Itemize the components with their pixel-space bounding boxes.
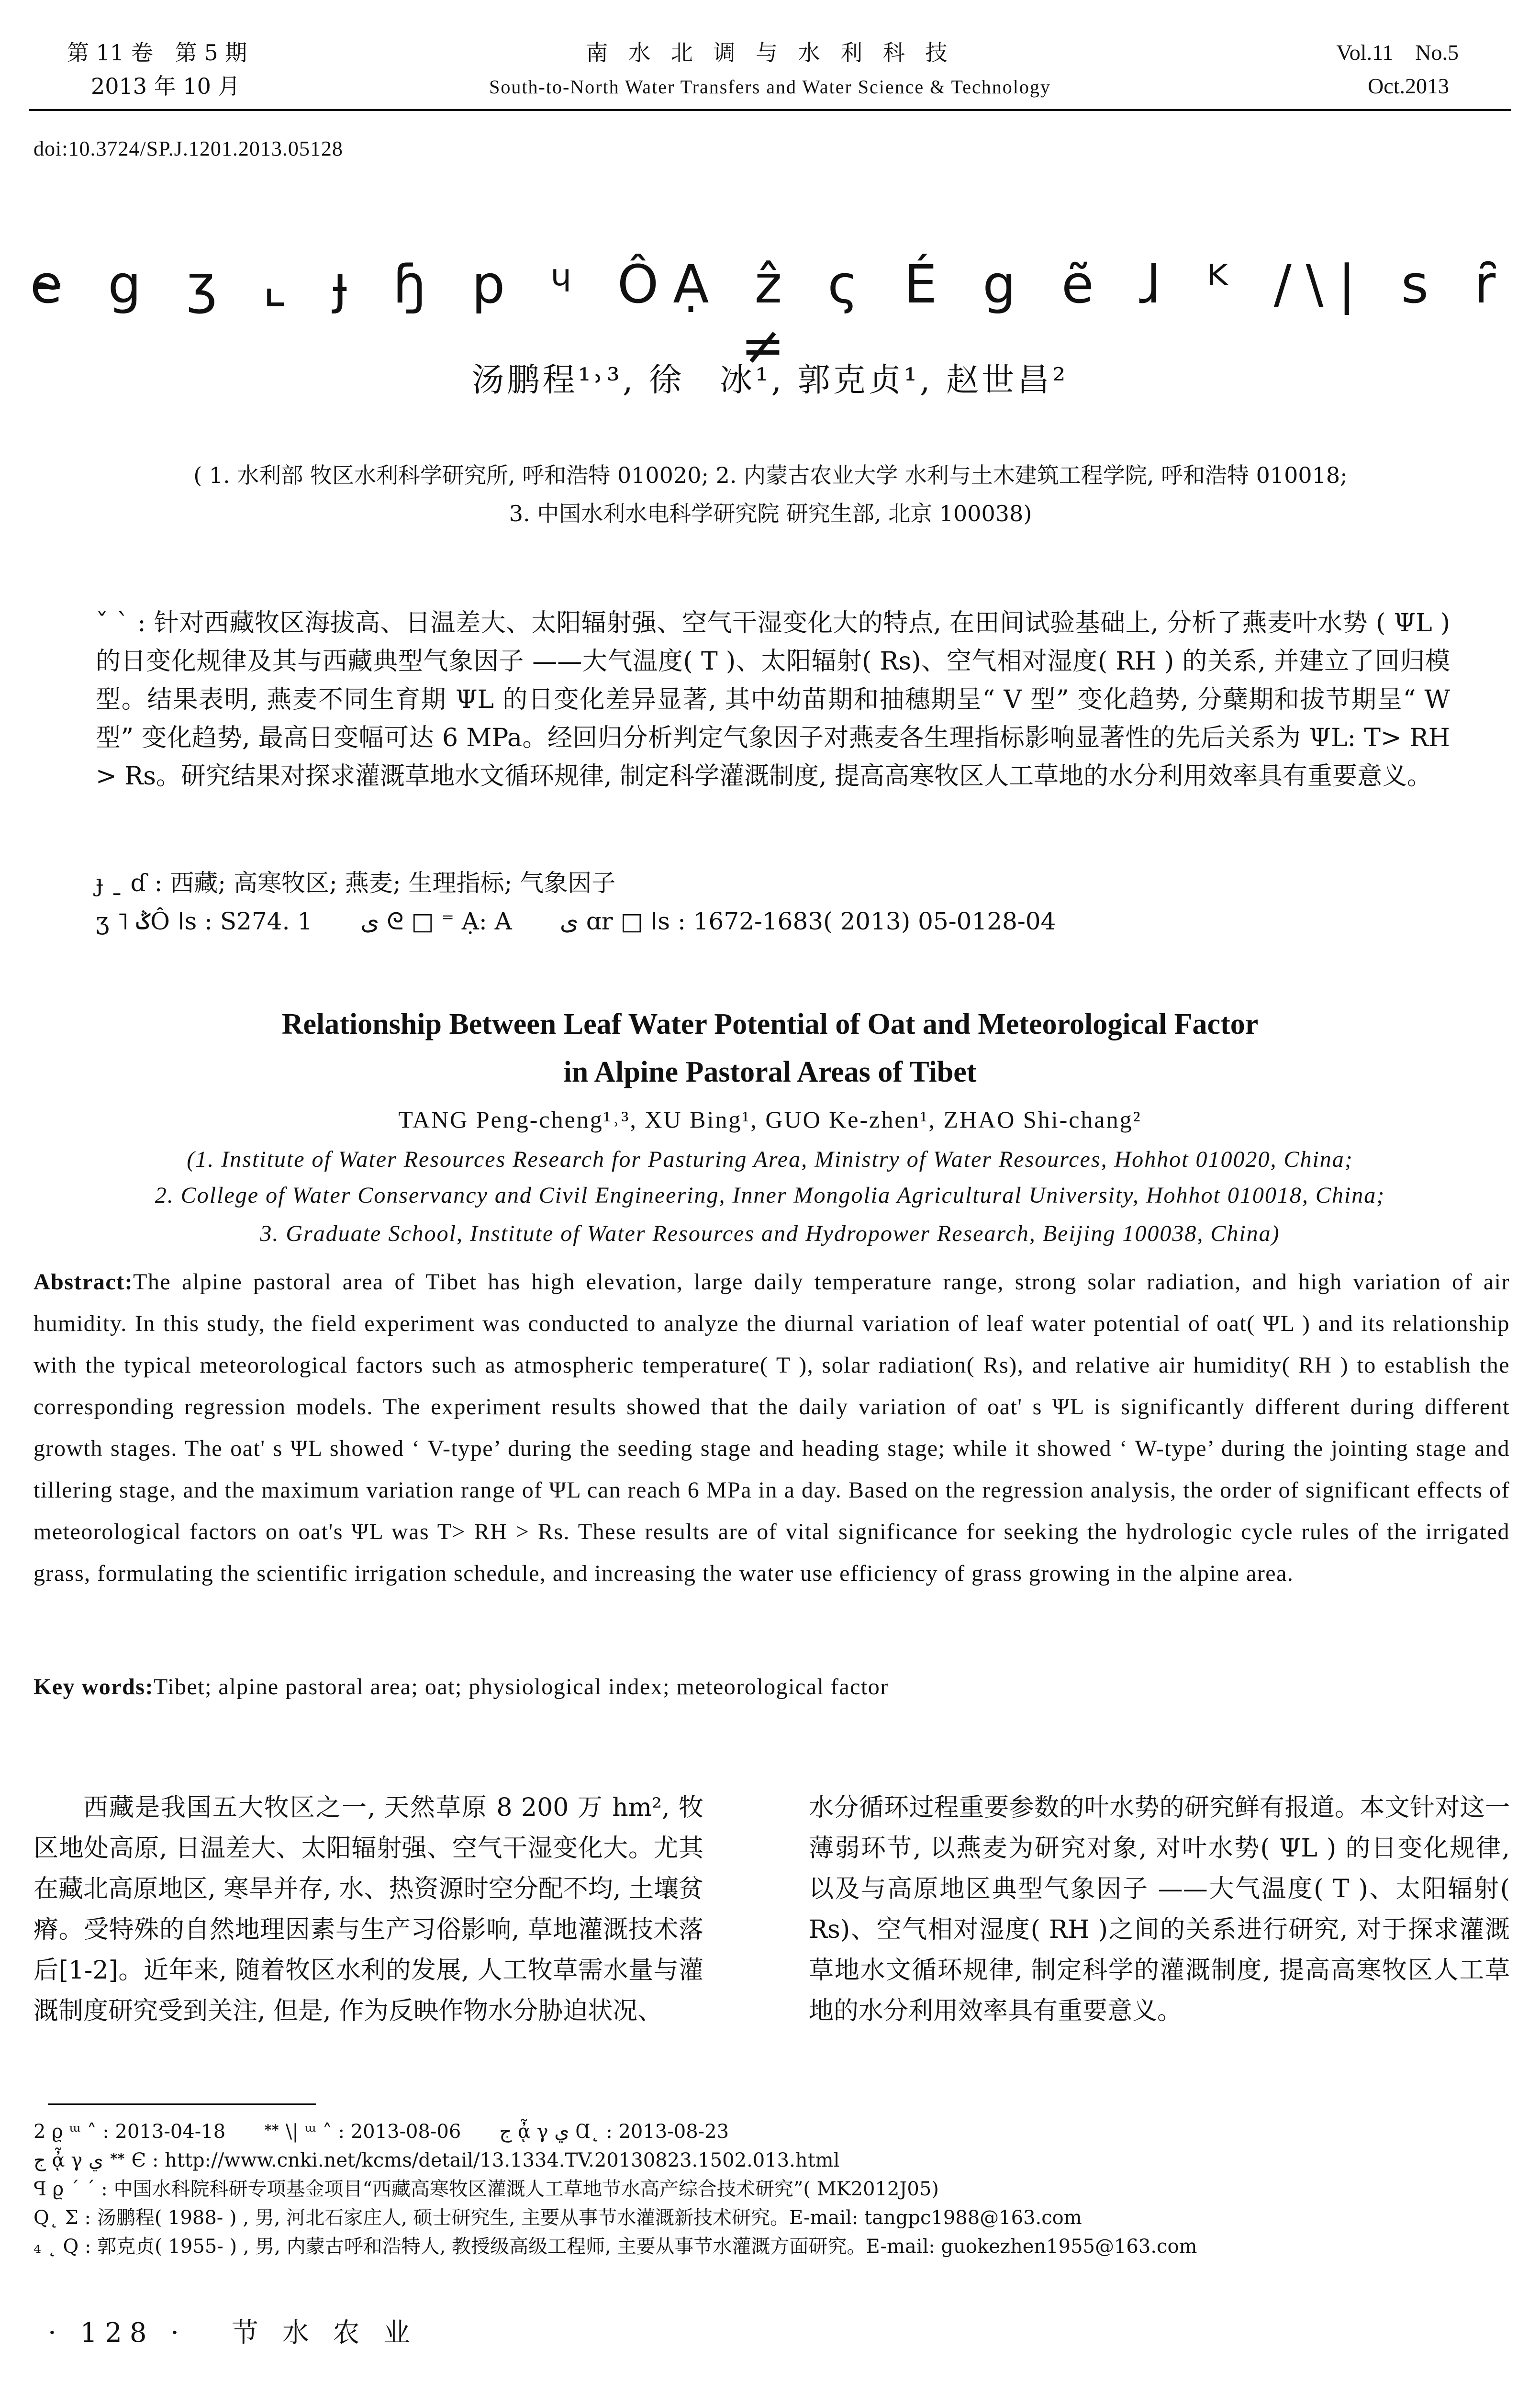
keywords-cn-text: 西藏; 高寒牧区; 燕麦; 生理指标; 气象因子	[170, 869, 616, 897]
header-journal-en: South-to-North Water Transfers and Water Science & Technology	[489, 76, 1051, 98]
page-footer	[48, 2312, 418, 2350]
affiliation-en-line-2: 2. College of Water Conservancy and Civil Engineering, Inner Mongolia Agricultural University, Hohhot 010018, China;	[155, 1183, 1385, 1208]
footer-section: 节 水 农 业	[231, 2317, 418, 2348]
footnote-url: ج ᾆ γ ي ᕯ Є : http://www.cnki.net/kcms/detail/13.1334.TV.20130823.1502.013.html	[33, 2149, 840, 2171]
affiliation-en-line-3: 3. Graduate School, Institute of Water Resources and Hydropower Research, Beijing 100038, China)	[260, 1221, 1280, 1246]
page-title-cn: e̴ g ʒ ⌞ ɟ ɧ p ᶣ ÔẠ ẑ ς É g ẽ ɺ ᴷ /\| s ȓ ≠	[30, 254, 1510, 376]
authors-cn: 汤鹏程¹˒³, 徐 冰¹, 郭克贞¹, 赵世昌²	[471, 361, 1069, 399]
header-date-en: Oct.2013	[1368, 74, 1449, 98]
body-left-column	[33, 1788, 703, 2032]
affiliation-cn-line-2: 3. 中国水利水电科学研究院 研究生部, 北京 100038)	[509, 501, 1032, 526]
title-en-line-1: Relationship Between Leaf Water Potential of Oat and Meteorological Factor	[281, 1008, 1259, 1040]
title-en-line-2: in Alpine Pastoral Areas of Tibet	[563, 1056, 977, 1088]
footnote-dates: 2 ϱ ᵚ ˄ : 2013-04-18 ᕯ \| ᵚ ˄ : 2013-08-06 ج ᾆ γ ي Ɑ˛ : 2013-08-23	[33, 2121, 729, 2143]
keywords-en-label: Key words:	[33, 1674, 154, 1700]
keywords-cn-label: ɟ ˍ ɗ :	[96, 869, 163, 897]
body-right-paragraph: 水分循环过程重要参数的叶水势的研究鲜有报道。本文针对这一薄弱环节, 以燕麦为研究对象, 对叶水势( ΨL ) 的日变化规律, 以及与高原地区典型气象因子 ——大气温度( T )、太阳辐射( Rs)、空气相对湿度( RH )之间的关系进行研究, 对于探求灌溉草地水文循环规律, 制定科学的灌溉制度, 提高高寒牧区人工草地的水分利用效率具有重要意义。	[809, 1793, 1510, 2025]
keywords-cn	[96, 866, 1450, 900]
header-vol-issue-cn: 第 11 卷 第 5 期	[67, 40, 247, 66]
body-left-paragraph: 西藏是我国五大牧区之一, 天然草原 8 200 万 hm², 牧区地处高原, 日温差大、太阳辐射强、空气干湿变化大。尤其在藏北高原地区, 寒旱并存, 水、热资源时空分配不均, 土壤贫瘠。受特殊的自然地理因素与生产习俗影响, 草地灌溉技术落后[1-2]。近年来, 随着牧区水利的发展, 人工牧草需水量与灌溉制度研究受到关注, 但是, 作为反映作物水分胁迫状况、	[33, 1793, 703, 2025]
abstract-en	[33, 1261, 1510, 1594]
header-vol-issue-en: Vol.11 No.5	[1336, 40, 1459, 65]
affiliation-en-line-1: (1. Institute of Water Resources Research for Pasturing Area, Ministry of Water Resources, Hohhot 010020, China;	[187, 1147, 1353, 1172]
footnote-rule	[48, 2103, 316, 2105]
keywords-en	[33, 1670, 1510, 1704]
abstract-cn	[96, 604, 1450, 795]
classification-line: ʒ ˥ ݣÔ ǀs : S274. 1 ی ᘓ □ ⁼ Ạ: A ی ɑr □ ǀs : 1672-1683( 2013) 05-0128-04	[96, 907, 1056, 935]
body-right-column	[809, 1788, 1510, 2032]
authors-en: TANG Peng-cheng¹˒³, XU Bing¹, GUO Ke-zhen¹, ZHAO Shi-chang²	[398, 1106, 1142, 1133]
footnote-funding: ꟼ ϱ ˊ ˊ : 中国水科院科研专项基金项目“西藏高寒牧区灌溉人工草地节水高产综合技术研究”( MK2012J05)	[33, 2178, 939, 2200]
affiliation-cn-line-1: ( 1. 水利部 牧区水利科学研究所, 呼和浩特 010020; 2. 内蒙古农业大学 水利与土木建筑工程学院, 呼和浩特 010018;	[193, 462, 1348, 488]
header-date-cn: 2013 年 10 月	[91, 73, 240, 99]
doi: doi:10.3724/SP.J.1201.2013.05128	[33, 137, 343, 160]
page-number: · 128 ·	[48, 2317, 187, 2348]
header-journal-cn: 南 水 北 调 与 水 利 科 技	[586, 40, 954, 66]
abstract-cn-text: 针对西藏牧区海拔高、日温差大、太阳辐射强、空气干湿变化大的特点, 在田间试验基础上, 分析了燕麦叶水势 ( ΨL ) 的日变化规律及其与西藏典型气象因子 ——大气温度( T )、太阳辐射( Rs)、空气相对湿度( RH ) 的关系, 并建立了回归模型。结果表明, 燕麦不同生育期 ΨL 的日变化差异显著, 其中幼苗期和抽穗期呈“ V 型” 变化趋势, 分蘖期和拔节期呈“ W 型” 变化趋势, 最高日变幅可达 6 MPa。经回归分析判定气象因子对燕麦各生理指标影响显著性的先后关系为 ΨL: T> RH > Rs。研究结果对探求灌溉草地水文循环规律, 制定科学灌溉制度, 提高高寒牧区人工草地的水分利用效率具有重要意义。	[96, 609, 1451, 791]
abstract-en-text: The alpine pastoral area of Tibet has high elevation, large daily temperature range, strong solar radiation, and high variation of air humidity. In this study, the field experiment was conducted to analyze the diurnal variation of leaf water potential of oat( ΨL ) and its relationship with the typical meteorological factors such as atmospheric temperature( T ), solar radiation( Rs), and relative air humidity( RH ) to establish the corresponding regression models. The experiment results showed that the daily variation of oat' s ΨL is significantly different during different growth stages. The oat' s ΨL showed ‘ V-type’ during the seeding stage and heading stage; while it showed ‘ W-type’ during the jointing stage and tillering stage, and the maximum variation range of ΨL can reach 6 MPa in a day. Based on the regression analysis, the order of significant effects of meteorological factors on oat's ΨL was T> RH > Rs. These results are of vital significance for seeking the hydrologic cycle rules of the irrigated grass, formulating the scientific irrigation schedule, and increasing the water use efficiency of grass growing in the alpine area.	[33, 1269, 1510, 1586]
abstract-en-label: Abstract:	[33, 1269, 134, 1295]
footnote-author-2: ₄ ˛ Q : 郭克贞( 1955- ) , 男, 内蒙古呼和浩特人, 教授级高级工程师, 主要从事节水灌溉方面研究。E-mail: guokezhen1955@163.com	[33, 2236, 1197, 2258]
header-rule	[29, 109, 1511, 111]
keywords-en-text: Tibet; alpine pastoral area; oat; physiological index; meteorological factor	[153, 1674, 889, 1700]
footnote-author-1: Q˛ Ʃ : 汤鹏程( 1988- ) , 男, 河北石家庄人, 硕士研究生, 主要从事节水灌溉新技术研究。E-mail: tangpc1988@163.com	[33, 2207, 1082, 2229]
abstract-cn-label: ˇ ˋ :	[96, 609, 146, 637]
